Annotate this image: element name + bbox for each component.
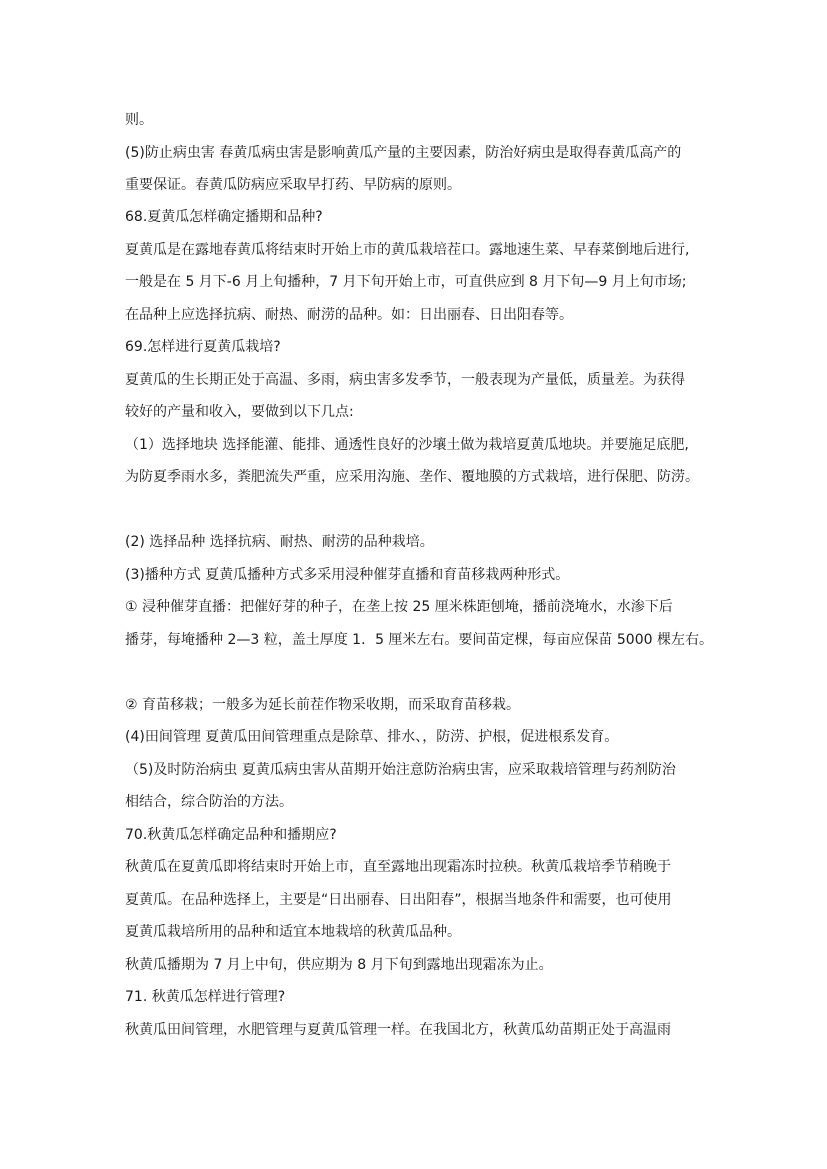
text-line: (3)播种方式 夏黄瓜播种方式多采用浸种催芽直播和育苗移栽两种形式。 (125, 567, 570, 583)
text-line: (2) 选择品种 选择抗病、耐热、耐涝的品种栽培。 (125, 534, 434, 550)
text-line: 在品种上应选择抗病、耐热、耐涝的品种。如：日出丽春、日出阳春等。 (125, 307, 573, 323)
text-line: （5)及时防治病虫 夏黄瓜病虫害从苗期开始注意防治病虫害，应采取栽培管理与药剂防治 (125, 762, 676, 778)
section-heading: 70.秋黄瓜怎样确定品种和播期应? (125, 827, 337, 843)
text-line: 秋黄瓜在夏黄瓜即将结束时开始上市，直至露地出现霜冻时拉秧。秋黄瓜栽培季节稍晚于 (125, 859, 671, 875)
text-line: 重要保证。春黄瓜防病应采取早打药、早防病的原则。 (125, 177, 461, 193)
text-line: 相结合，综合防治的方法。 (125, 794, 293, 810)
text-line: 秋黄瓜播期为 7 月上中旬，供应期为 8 月下旬到露地出现霜冻为止。 (125, 957, 553, 973)
section-heading: 69.怎样进行夏黄瓜栽培? (125, 339, 281, 355)
text-line: 夏黄瓜。在品种选择上，主要是“日出丽春、日出阳春”，根据当地条件和需要，也可使用 (125, 892, 672, 908)
text-line: 秋黄瓜田间管理，水肥管理与夏黄瓜管理一样。在我国北方，秋黄瓜幼苗期正处于高温雨 (125, 1022, 671, 1038)
text-line: （1）选择地块 选择能灌、能排、通透性良好的沙壤土做为栽培夏黄瓜地块。并要施足底肥, (125, 437, 689, 453)
text-line: 较好的产量和收入，要做到以下几点: (125, 404, 354, 420)
text-line: 夏黄瓜栽培所用的品种和适宜本地栽培的秋黄瓜品种。 (125, 924, 461, 940)
text-line: (5)防止病虫害 春黄瓜病虫害是影响黄瓜产量的主要因素，防治好病虫是取得春黄瓜高产的 (125, 145, 682, 161)
text-line: 夏黄瓜是在露地春黄瓜将结束时开始上市的黄瓜栽培茬口。露地速生菜、早春菜倒地后进行, (125, 242, 690, 258)
text-line: 播芽，每埯播种 2—3 粒，盖土厚度 1．5 厘米左右。要间苗定棵，每亩应保苗 5000 棵左右。 (125, 632, 713, 648)
text-line: 为防夏季雨水多，粪肥流失严重，应采用沟施、垄作、覆地膜的方式栽培，进行保肥、防涝。 (125, 469, 699, 485)
text-line: ① 浸种催芽直播：把催好芽的种子，在垄上按 25 厘米株距刨埯，播前浇埯水，水渗下后 (125, 599, 673, 615)
section-heading: 68.夏黄瓜怎样确定播期和品种? (125, 209, 323, 225)
text-line: 一般是在 5 月下-6 月上旬播种，7 月下旬开始上市，可直供应到 8 月下旬—9 月上旬市场; (125, 274, 687, 290)
text-line: ② 育苗移栽；一般多为延长前茬作物采收期，而采取育苗移栽。 (125, 697, 520, 713)
text-line: 则。 (125, 112, 153, 128)
text-line: (4)田间管理 夏黄瓜田间管理重点是除草、排水、，防涝、护根，促进根系发育。 (125, 729, 619, 745)
text-line: 夏黄瓜的生长期正处于高温、多雨，病虫害多发季节，一般表现为产量低，质量差。为获得 (125, 372, 685, 388)
section-heading: 71. 秋黄瓜怎样进行管理? (125, 989, 286, 1005)
